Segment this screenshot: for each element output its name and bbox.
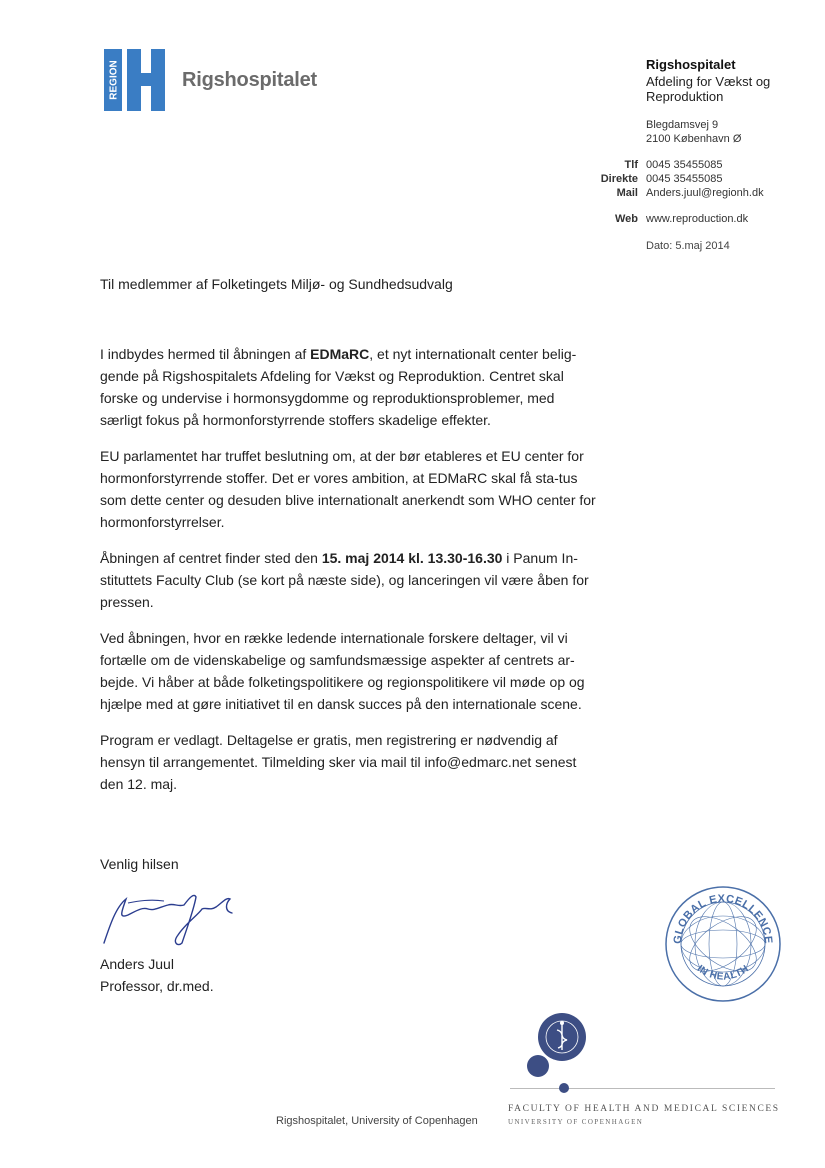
web-label: Web — [614, 213, 638, 225]
tlf-value: 0045 35455085 — [646, 159, 723, 171]
closing-salutation: Venlig hilsen — [100, 856, 179, 872]
university-seal-icon — [537, 1012, 587, 1062]
svg-text:REGION: REGION — [108, 60, 120, 100]
signer-title: Professor, dr.med. — [100, 978, 214, 994]
paragraph-1-text-c: , et nyt internationalt center belig-gende på Rigshospitalets Afdeling for Vækst og Reproduktion. Centret skal forske og undervise i hormonsygdomme og reproduktionsproblemer, med særligt fokus på hormonforstyrrende stoffers skadelige effekter. — [100, 346, 577, 428]
signer-block — [100, 953, 214, 997]
svg-text:IN HEALTH: IN HEALTH — [694, 963, 752, 983]
mail-label: Mail — [616, 187, 638, 199]
region-logo-icon — [104, 49, 165, 111]
sender-street: Blegdamsvej 9 — [646, 119, 719, 131]
signature-icon — [98, 885, 248, 947]
recipient-line: Til medlemmer af Folketingets Miljø- og Sundhedsudvalg — [100, 276, 453, 292]
footer-text: Rigshospitalet, University of Copenhagen — [276, 1115, 478, 1127]
paragraph-5: Program er vedlagt. Deltagelse er gratis, men registrering er nødvendig af hensyn til arrangementet. Tilmelding sker via mail til info@edmarc.net senest den 12. maj. — [100, 732, 577, 792]
global-excellence-seal-icon — [663, 884, 783, 1004]
letter-body — [100, 343, 600, 809]
web-value[interactable]: www.reproduction.dk — [646, 213, 749, 225]
svg-text:GLOBAL EXCELLENCE: GLOBAL EXCELLENCE — [671, 892, 775, 945]
tlf-label: Tlf — [624, 159, 638, 171]
paragraph-1-text-a: I indbydes hermed til åbningen af — [100, 346, 311, 362]
sender-department: Afdeling for Vækst og Reproduktion — [646, 74, 771, 104]
contact-block — [560, 158, 764, 226]
divider-line — [510, 1088, 775, 1089]
event-datetime-bold: 15. maj 2014 kl. 13.30-16.30 — [321, 550, 503, 566]
decor-dot-small — [559, 1083, 569, 1093]
letter-date: Dato: 5.maj 2014 — [646, 240, 730, 252]
mail-value[interactable]: Anders.juul@regionh.dk — [646, 187, 764, 199]
direkte-value: 0045 35455085 — [646, 173, 723, 185]
logo-wordmark: Rigshospitalet — [182, 69, 317, 91]
sender-name: Rigshospitalet — [646, 57, 736, 72]
paragraph-2: EU parlamentet har truffet beslutning om, at der bør etableres et EU center for hormonforstyrrende stoffer. Det er vores ambition, at EDMaRC skal få sta-tus som dette center og desuden blive internationalt anerkendt som WHO center for hormonforstyrrelser. — [100, 448, 596, 530]
paragraph-1 — [100, 343, 600, 431]
direkte-label: Direkte — [600, 173, 638, 185]
paragraph-3-text-a: Åbningen af centret finder sted den — [100, 550, 322, 566]
paragraph-3 — [100, 547, 600, 613]
paragraph-3-text-c: i Panum In-stituttets Faculty Club (se kort på næste side), og lanceringen vil være åben for pressen. — [100, 550, 589, 610]
sender-city: 2100 København Ø — [646, 133, 742, 145]
signer-name: Anders Juul — [100, 956, 174, 972]
edmarc-bold: EDMaRC — [310, 346, 370, 362]
decor-dot-large — [527, 1055, 549, 1077]
university-name: UNIVERSITY OF COPENHAGEN — [508, 1118, 644, 1126]
faculty-name: FACULTY OF HEALTH AND MEDICAL SCIENCES — [508, 1104, 780, 1114]
sender-address — [646, 118, 741, 146]
paragraph-4: Ved åbningen, hvor en række ledende internationale forskere deltager, vil vi fortælle om de videnskabelige og samfundsmæssige aspekter af centrets ar-bejde. Vi håber at både folketingspolitikere og regionspolitikere vil møde op og hjælpe med at gøre initiativet til en dansk succes på den internationale scene. — [100, 630, 585, 712]
